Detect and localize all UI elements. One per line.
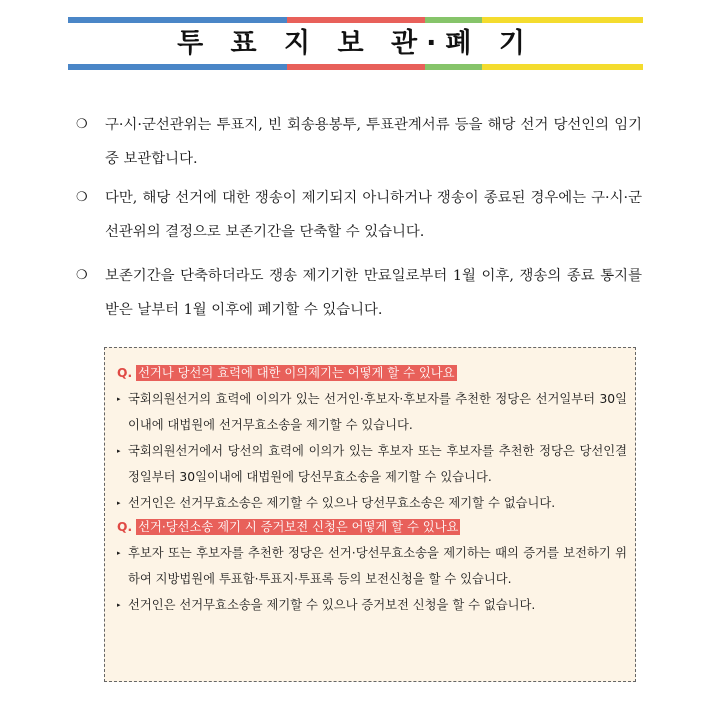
faq-answer [117,438,627,490]
paragraph-shortening [76,181,642,249]
faq-answer [117,592,627,618]
circle-bullet-icon: ❍ [76,190,88,205]
title-bottom-stripe [68,64,643,70]
question-text: 선거·당선소송 제기 시 증거보전 신청은 어떻게 할 수 있나요 [138,520,459,534]
paragraph-text: 보존기간을 단축하더라도 쟁송 제기기한 만료일로부터 1월 이후, 쟁송의 종료 통지를 받은 날부터 1월 이후에 폐기할 수 있습니다. [105,268,642,318]
paragraph-text: 구·시·군선관위는 투표지, 빈 회송용봉투, 투표관계서류 등을 해당 선거 당선인의 임기중 보관합니다. [105,117,642,167]
triangle-bullet-icon: ▸ [117,395,121,403]
title-banner [68,14,643,72]
answer-text: 국회의원선거의 효력에 이의가 있는 선거인·후보자·후보자를 추천한 정당은 선거일부터 30일 이내에 대법원에 선거무효소송을 제기할 수 있습니다. [128,392,627,432]
page-title: 투 표 지 보 관·폐 기 [177,28,534,59]
answer-text: 후보자 또는 후보자를 추천한 정당은 선거·당선무효소송을 제기하는 때의 증거를 보전하기 위하여 지방법원에 투표함·투표지·투표록 등의 보전신청을 할 수 있습니다. [128,546,627,586]
answer-text: 선거인은 선거무효소송을 제기할 수 있으나 증거보전 신청을 할 수 없습니다. [128,598,536,612]
answer-text: 선거인은 선거무효소송은 제기할 수 있으나 당선무효소송은 제기할 수 없습니다. [128,496,556,510]
faq-answer [117,386,627,438]
faq-question [117,362,627,384]
triangle-bullet-icon: ▸ [117,601,121,609]
question-text: 선거나 당선의 효력에 대한 이의제기는 어떻게 할 수 있나요 [138,366,455,380]
circle-bullet-icon: ❍ [76,268,88,283]
title-top-stripe [68,17,643,23]
faq-answer [117,540,627,592]
question-label: Q. [117,366,133,380]
answer-text: 국회의원선거에서 당선의 효력에 이의가 있는 후보자 또는 후보자를 추천한 정당은 당선인결정일부터 30일이내에 대법원에 당선무효소송을 제기할 수 있습니다. [128,444,627,484]
paragraph-text: 다만, 해당 선거에 대한 쟁송이 제기되지 아니하거나 쟁송이 종료된 경우에는 구·시·군선관위의 결정으로 보존기간을 단축할 수 있습니다. [105,190,642,240]
triangle-bullet-icon: ▸ [117,499,121,507]
triangle-bullet-icon: ▸ [117,447,121,455]
paragraph-storage [76,108,642,176]
triangle-bullet-icon: ▸ [117,549,121,557]
circle-bullet-icon: ❍ [76,117,88,132]
faq-question [117,516,627,538]
paragraph-disposal [76,259,642,327]
faq-answer [117,490,627,516]
question-label: Q. [117,520,133,534]
faq-box [104,347,636,682]
